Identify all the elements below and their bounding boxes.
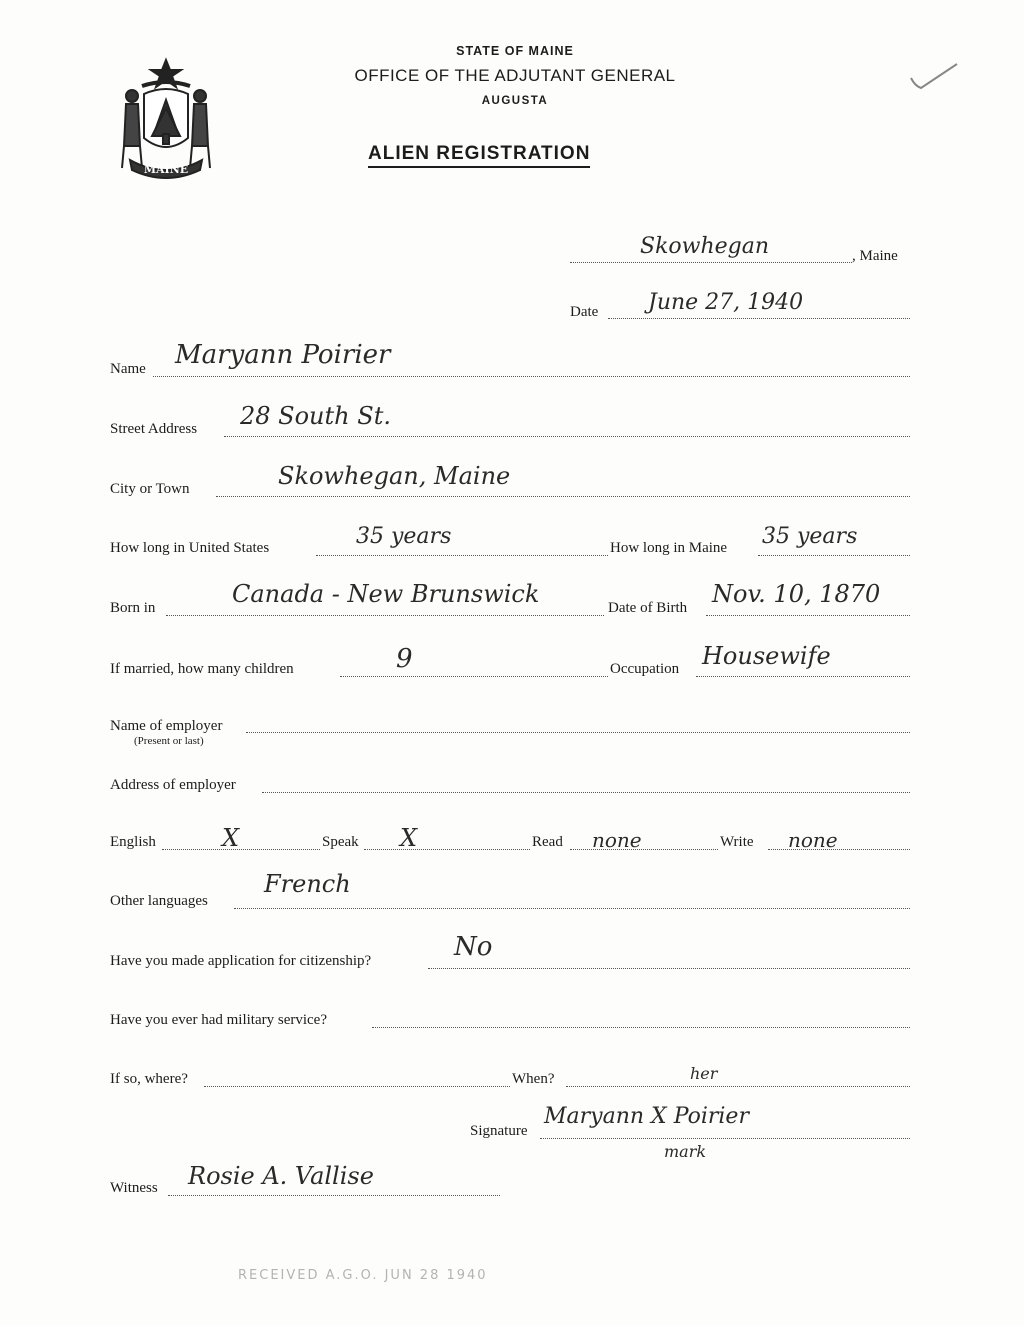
maine-state-seal-icon [112,56,220,184]
write-label: Write [720,834,754,850]
street-address-line [224,436,910,437]
witness-value: Rosie A. Vallise [188,1162,374,1190]
how-long-maine-value: 35 years [762,524,858,549]
date-line [608,318,910,319]
street-address-label: Street Address [110,421,198,437]
city-or-town-label: City or Town [110,481,190,497]
city-or-town-value: Skowhegan, Maine [278,462,511,490]
signature-label: Signature [470,1123,528,1139]
how-long-us-label: How long in United States [110,540,270,556]
citizenship-line [428,968,910,969]
date-of-birth-label: Date of Birth [608,600,688,616]
born-in-line [166,615,604,616]
name-label: Name [110,361,146,377]
witness-line [168,1195,500,1196]
how-long-us-value: 35 years [356,524,452,549]
signature-value: Maryann X Poirier [544,1104,749,1129]
read-label: Read [532,834,563,850]
occupation-value: Housewife [702,642,831,670]
english-label: English [110,834,156,850]
checkmark-icon [905,60,961,94]
when-label: When? [512,1071,555,1087]
place-value: Skowhegan [640,234,770,259]
read-value: none [592,828,642,852]
occupation-line [696,676,910,677]
if-so-where-line [204,1086,510,1087]
military-label: Have you ever had military service? [110,1012,327,1028]
when-line [566,1086,910,1087]
employer-address-line [262,792,910,793]
witness-label: Witness [110,1180,158,1196]
born-in-value: Canada - New Brunswick [232,580,540,608]
citizenship-label: Have you made application for citizenship? [110,953,372,969]
street-address-value: 28 South St. [240,402,391,430]
how-long-maine-line [758,555,910,556]
employer-address-label: Address of employer [110,777,236,793]
speak-line [364,849,530,850]
date-value: June 27, 1940 [648,290,804,315]
english-line [162,849,320,850]
form-title: ALIEN REGISTRATION [368,143,590,168]
header-city: AUGUSTA [481,95,549,107]
citizenship-value: No [454,932,493,962]
how-long-maine-label: How long in Maine [610,540,728,556]
employer-sublabel: (Present or last) [134,735,204,747]
other-languages-line [234,908,910,909]
seal-text: MAINE [143,163,189,176]
date-of-birth-value: Nov. 10, 1870 [712,580,881,608]
speak-label: Speak [322,834,359,850]
other-languages-value: French [264,870,351,898]
other-languages-label: Other languages [110,893,208,909]
employer-line [246,732,910,733]
city-or-town-line [216,496,910,497]
place-line [570,262,852,263]
children-line [340,676,608,677]
employer-label: Name of employer [110,718,223,734]
date-of-birth-line [706,615,910,616]
children-label: If married, how many children [110,661,294,677]
name-value: Maryann Poirier [175,340,391,370]
name-line [153,376,910,377]
born-in-label: Born in [110,600,156,616]
signature-above: her [690,1064,718,1083]
place-suffix: , Maine [852,248,898,264]
speak-value: X [400,824,418,852]
date-label: Date [570,304,599,320]
header-state: STATE OF MAINE [456,44,574,58]
received-stamp: RECEIVED A.G.O. JUN 28 1940 [238,1268,488,1283]
english-value: X [222,824,240,852]
write-value: none [788,828,838,852]
signature-below: mark [664,1142,707,1161]
header-office: OFFICE OF THE ADJUTANT GENERAL [354,66,676,85]
military-line [372,1027,910,1028]
children-value: 9 [396,644,413,674]
if-so-where-label: If so, where? [110,1071,188,1087]
signature-line [540,1138,910,1139]
how-long-us-line [316,555,608,556]
occupation-label: Occupation [610,661,680,677]
